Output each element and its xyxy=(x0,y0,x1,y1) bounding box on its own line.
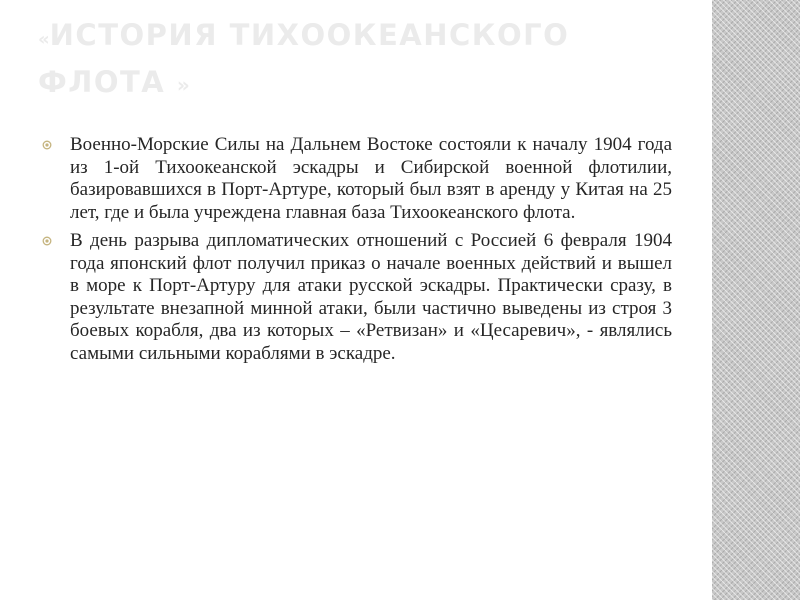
bullet-text: Военно-Морские Силы на Дальнем Востоке состояли к началу 1904 года из 1-ой Тихоокеанской эскадры и Сибирской военной флотилии, базировавшихся в Порт-Артуре, который был взят в аренду у Китая на 25 лет, где и была учреждена главная база Тихоокеанского флота. xyxy=(70,134,672,223)
circle-bullet-icon xyxy=(42,140,52,150)
bullet-item xyxy=(70,134,672,224)
decorative-side-band xyxy=(712,0,800,600)
bullet-list xyxy=(70,134,672,371)
circle-bullet-icon xyxy=(42,236,52,246)
bullet-text: В день разрыва дипломатических отношений с Россией 6 февраля 1904 года японский флот получил приказ о начале военных действий и вышел в море к Порт-Артуру для атаки русской эскадры. Практически сразу, в результате внезапной минной атаки, были частично выведены из строя 3 боевых корабля, два из которых – «Ретвизан» и «Цесаревич», - являлись самыми сильными кораблями в эскадре. xyxy=(70,230,672,364)
title-text: ИСТОРИЯ ТИХООКЕАНСКОГО ФЛОТА xyxy=(38,18,570,99)
title-quote-open: « xyxy=(38,29,50,50)
bullet-item xyxy=(70,230,672,365)
slide-title xyxy=(38,14,678,106)
title-quote-close: » xyxy=(176,73,190,97)
